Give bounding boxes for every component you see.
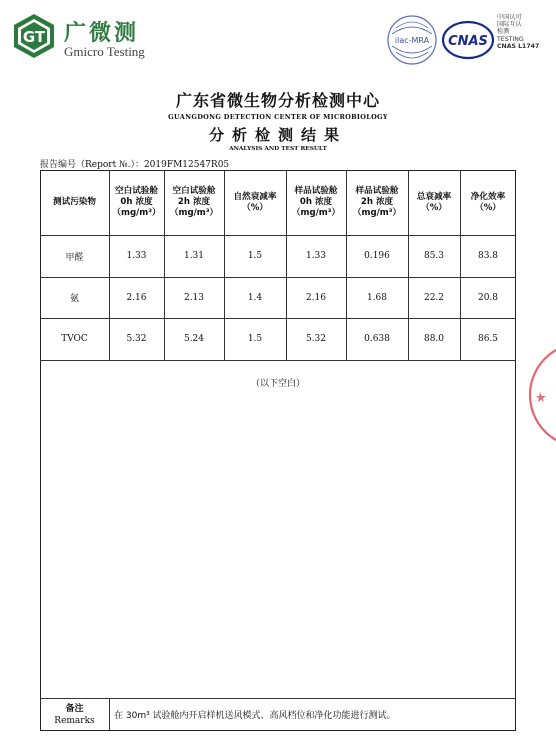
- remarks-text: 在 30m³ 试验舱内开启样机送风模式、高风档位和净化功能进行测试。: [114, 711, 396, 721]
- gmicro-logo-icon: [10, 12, 58, 60]
- logo-text-cn: 广微测: [64, 21, 140, 46]
- result-title-cn: 分析检测结果: [208, 126, 347, 144]
- header-total-decay: 总衰减率（%）: [416, 191, 452, 213]
- table-cell: 20.8: [477, 292, 499, 303]
- table-cell: 22.2: [423, 292, 445, 303]
- table-cell: 0.196: [364, 251, 390, 261]
- result-title-en: ANALYSIS AND TEST RESULT: [229, 146, 327, 152]
- ilac-mra-logo-icon: [386, 14, 438, 66]
- header-blank-2h: 空白试验舱 2h 浓度（mg/m³）: [169, 186, 219, 218]
- table-cell: 氨: [69, 294, 79, 304]
- table-cell: 2.16: [305, 292, 327, 303]
- header-pollutant: 测试污染物: [53, 197, 96, 207]
- header-natural-decay: 自然衰减率（%）: [233, 191, 277, 213]
- table-cell: 5.24: [183, 334, 205, 344]
- report-number: 报告编号（Report №.）：2019FM12547R05: [40, 160, 230, 170]
- remarks-divider: [109, 698, 110, 731]
- blank-below-note: （以下空白）: [250, 378, 305, 389]
- table-cell: TVOC: [61, 334, 88, 344]
- table-cell: 2.13: [183, 292, 205, 303]
- svg-text:GT: GT: [22, 28, 46, 46]
- table-cell: 86.5: [477, 334, 499, 344]
- cnas-accreditation-text: 中国认可 国际互认 检测 TESTING CNAS L1747: [497, 14, 540, 50]
- svg-text:CNAS: CNAS: [448, 34, 488, 49]
- table-cell: 85.3: [423, 251, 445, 261]
- cnas-logo-icon: [442, 20, 494, 60]
- table-row-divider: [40, 360, 516, 361]
- table-cell: 1.68: [366, 292, 388, 303]
- table-cell: 1.5: [247, 334, 263, 344]
- table-cell: 1.5: [247, 251, 263, 261]
- logo-text-en: Gmicro Testing: [64, 44, 145, 59]
- table-cell: 1.31: [183, 251, 205, 261]
- remarks-label: 备注 Remarks: [54, 703, 95, 726]
- svg-text:ilac-MRA: ilac-MRA: [394, 36, 430, 45]
- center-title-cn: 广东省微生物分析检测中心: [175, 91, 380, 110]
- header-blank-0h: 空白试验舱 0h 浓度（mg/m³）: [112, 186, 161, 218]
- table-cell: 1.4: [247, 292, 263, 303]
- table-cell: 5.32: [126, 334, 147, 344]
- red-seal-stamp-icon: [524, 330, 556, 460]
- header-sample-2h: 样品试验舱 2h 浓度（mg/m³）: [352, 186, 402, 218]
- header-efficiency: 净化效率（%）: [470, 191, 506, 213]
- table-cell: 1.33: [305, 251, 327, 261]
- table-cell: 1.33: [126, 251, 147, 261]
- table-cell: 88.0: [423, 334, 445, 344]
- header-sample-0h: 样品试验舱 0h 浓度（mg/m³）: [291, 186, 341, 218]
- table-cell: 83.8: [477, 251, 499, 261]
- table-cell: 0.638: [364, 334, 390, 344]
- table-cell: 甲醛: [65, 252, 84, 263]
- table-cell: 5.32: [305, 334, 327, 344]
- table-cell: 2.16: [126, 292, 147, 303]
- center-title-en: GUANGDONG DETECTION CENTER OF MICROBIOLOGY: [168, 113, 388, 121]
